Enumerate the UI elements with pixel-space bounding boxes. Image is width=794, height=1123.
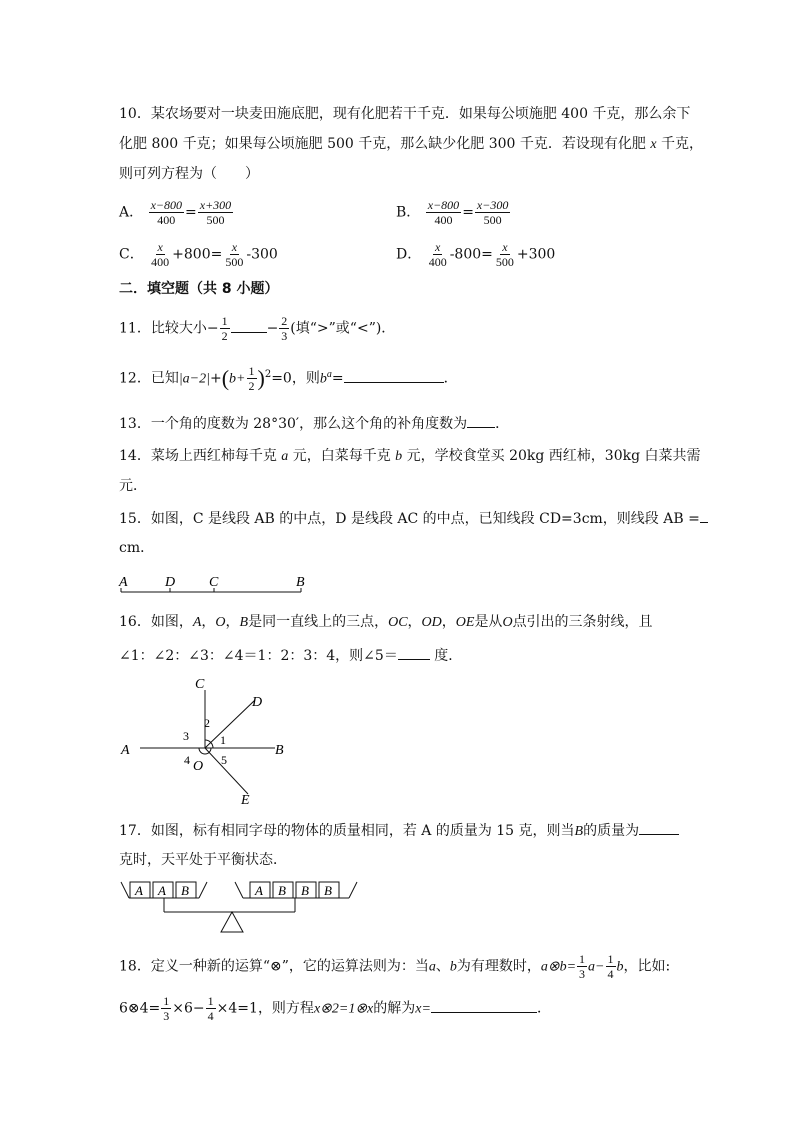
q10-option-a[interactable]: A． $\frac{x-800}{400}$ = $\frac{x+300}{500}$ — [119, 198, 232, 227]
svg-text:B: B — [301, 883, 309, 898]
section-heading: 二．填空题（共 8 小题） — [119, 281, 279, 297]
svg-text:C: C — [195, 677, 205, 692]
q11: 11．比较大小− $\frac{1}{2}$ − $\frac{2}{3}$ (填“>”或“<”)． — [119, 314, 396, 343]
answer-blank[interactable] — [231, 318, 267, 333]
answer-blank[interactable] — [467, 413, 495, 428]
point-b-label: B — [296, 575, 305, 590]
q14-line1: 14．菜场上西红柿每千克 a 元，白菜每千克 b 元，学校食堂买 20kg 西红柿，30kg 白菜共需 — [119, 448, 701, 464]
svg-text:B: B — [324, 883, 332, 898]
q10-line2: 化肥 800 千克；如果每公顷施肥 500 千克，那么缺少化肥 300 千克．若设现有化肥 x 千克， — [119, 136, 703, 152]
svg-text:1: 1 — [220, 733, 226, 747]
svg-text:A: A — [158, 883, 166, 898]
svg-text:2: 2 — [204, 716, 210, 730]
svg-text:3: 3 — [183, 729, 189, 743]
q13: 13．一个角的度数为 28°30′，那么这个角的补角度数为 ． — [119, 413, 509, 434]
svg-text:A: A — [121, 743, 130, 758]
q15-line1: 15．如图，C 是线段 AB 的中点，D 是线段 AC 的中点，已知线段 CD=3cm，则线段 AB = — [119, 508, 708, 529]
svg-text:B: B — [275, 743, 284, 758]
q15-line2: cm． — [119, 540, 155, 556]
svg-text:A: A — [135, 883, 143, 898]
answer-blank[interactable] — [398, 645, 430, 660]
svg-text:A: A — [255, 883, 263, 898]
q10-line1: 10．某农场要对一块麦田施底肥，现有化肥若干千克．如果每公顷施肥 400 千克，那么余下 — [119, 106, 691, 122]
svg-text:D: D — [252, 695, 263, 710]
svg-text:E: E — [241, 793, 250, 808]
q10-option-d[interactable]: D． $\frac{x}{400}$ -800= $\frac{x}{500}$ +300 — [396, 240, 556, 269]
point-c-label: C — [209, 575, 219, 590]
svg-text:B: B — [278, 883, 286, 898]
q12: 12．已知|a−2|+(b+ $\frac{1}{2}$ )$^2$=0，则$b^a=$ ． — [119, 364, 458, 393]
answer-blank[interactable] — [639, 820, 679, 835]
angle-figure — [115, 672, 315, 812]
q14-line2: 元． — [119, 478, 147, 494]
balance-scale-figure — [115, 878, 365, 936]
answer-blank[interactable] — [700, 508, 708, 523]
q18-line2: 6⊗4= $\frac{1}{3}$ ×6− $\frac{1}{4}$ ×4=1，则方程x⊗2=1⊗x的解为x= ． — [119, 994, 551, 1023]
svg-text:O: O — [193, 759, 204, 774]
point-d-label: D — [165, 575, 176, 590]
q17-line2: 克时，天平处于平衡状态． — [119, 852, 287, 868]
q10-option-b[interactable]: B． $\frac{x-800}{400}$ = $\frac{x-300}{500}$ — [396, 198, 509, 227]
segment-figure — [115, 570, 315, 600]
q17-line1: 17．如图，标有相同字母的物体的质量相同，若 A 的质量为 15 克，则当B的质量为 — [119, 820, 679, 842]
point-a-label: A — [119, 575, 128, 590]
svg-text:4: 4 — [184, 753, 190, 767]
svg-text:5: 5 — [221, 753, 227, 767]
answer-blank[interactable] — [431, 998, 537, 1013]
q10-option-c[interactable]: C． $\frac{x}{400}$ +800= $\frac{x}{500}$ -300 — [119, 240, 278, 269]
q16-line2: ∠1：∠2：∠3：∠4＝1：2：3：4，则∠5＝ 度． — [119, 645, 462, 666]
q18-line1: 18．定义一种新的运算“⊗”，它的运算法则为：当a、b为有理数时，a⊗b= $\frac{1}{3}$ a− $\frac{1}{4}$ b，比如: — [119, 952, 671, 981]
answer-blank[interactable] — [344, 368, 444, 383]
q16-line1: 16．如图，A，O，B是同一直线上的三点，OC，OD，OE是从O点引出的三条射线，且 — [119, 614, 653, 630]
svg-text:B: B — [181, 883, 189, 898]
q10-line3: 则可列方程为（ ） — [119, 166, 259, 182]
